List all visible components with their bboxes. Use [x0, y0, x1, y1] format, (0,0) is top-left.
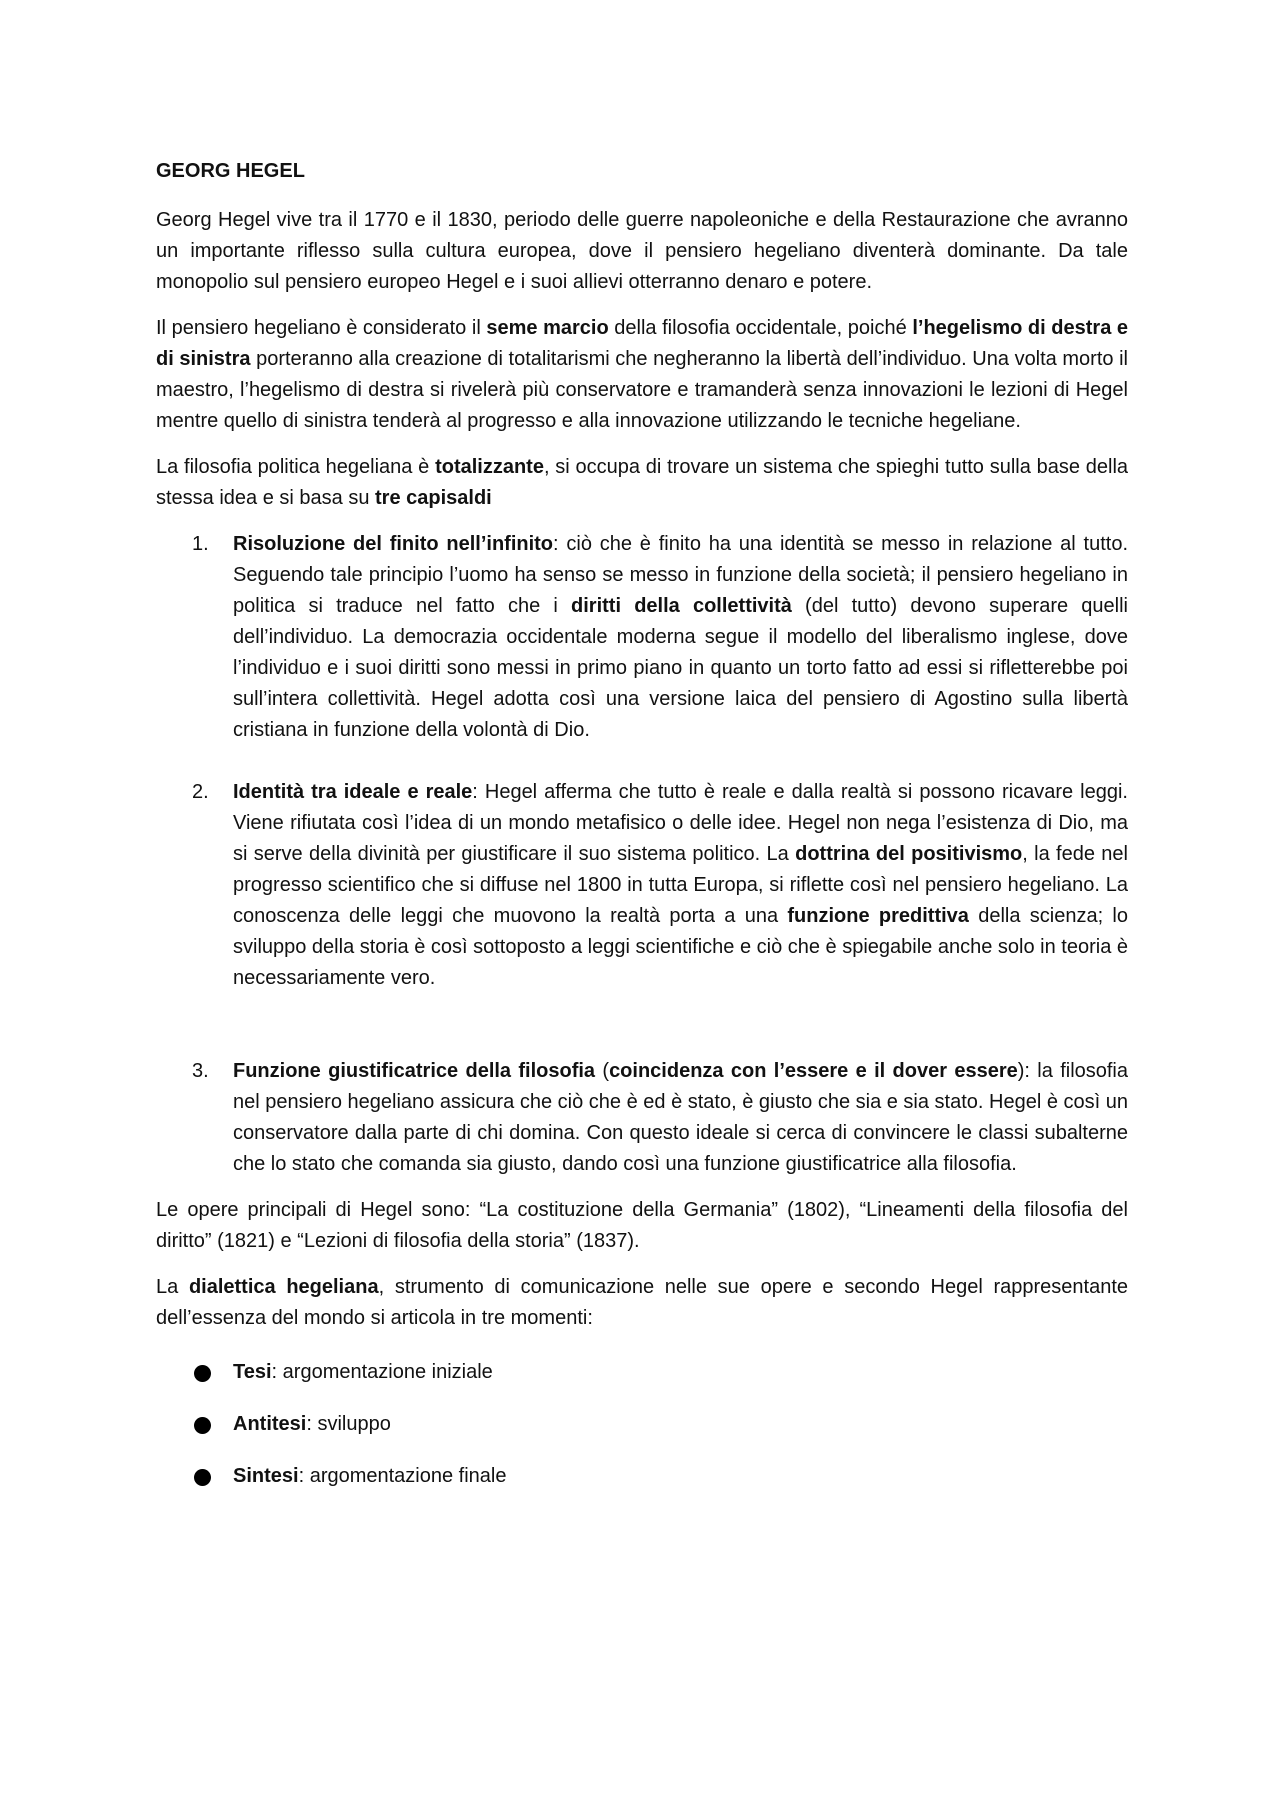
text-run: della filosofia occidentale, poiché — [608, 317, 913, 339]
list-number: 1. — [192, 533, 209, 555]
capisaldi-list — [156, 529, 1128, 1180]
text-run: : argomentazione finale — [298, 1465, 507, 1487]
bullet-icon — [194, 1417, 211, 1434]
bold-text: Risoluzione del finito nell’infinito — [233, 533, 554, 555]
bold-text: Sintesi — [233, 1465, 299, 1487]
paragraph-dialettica — [156, 1272, 1128, 1334]
bold-text: Funzione giustificatrice della filosofia — [233, 1060, 596, 1082]
text-run: La filosofia politica hegeliana è — [156, 456, 436, 478]
text-run: , strumento di comunicazione nelle sue opere e secondo Hegel rappresentante dell’essenza del mondo si articola in tre momenti: — [156, 1276, 1129, 1329]
bold-text: totalizzante — [435, 456, 544, 478]
paragraph-opere — [156, 1195, 1128, 1257]
text-run: (del tutto) devono superare quelli dell’individuo. La democrazia occidentale moderna segue il modello del liberalismo inglese, dove l’individuo e i suoi diritti sono messi in primo piano in quanto un torto fatto ad essi si rifletterebbe poi sull’intera collettività. Hegel adotta così una versione laica del pensiero di Agostino sulla libertà cristiana in funzione della volontà di Dio. — [233, 595, 1128, 741]
bold-text: seme marcio — [486, 317, 609, 339]
bold-text: Identità tra ideale e reale — [233, 781, 473, 803]
list-item-capisaldo-2 — [156, 777, 1128, 994]
document-page — [156, 156, 1128, 1513]
list-item-capisaldo-1 — [156, 529, 1128, 746]
bold-text: diritti della collettività — [571, 595, 792, 617]
list-item-sintesi — [156, 1461, 1128, 1492]
list-item-tesi — [156, 1357, 1128, 1388]
text-run: : sviluppo — [306, 1413, 391, 1435]
text-run: , si occupa di trovare un sistema che spieghi tutto sulla base della stessa idea e si basa su — [156, 456, 1129, 509]
text-run: : argomentazione iniziale — [271, 1361, 493, 1383]
text-run: : ciò che è finito ha una identità se messo in relazione al tutto. Seguendo tale principio l’uomo ha senso se messo in funzione della società; il pensiero hegeliano in politica si traduce nel fatto che i — [233, 533, 1128, 617]
bullet-icon — [194, 1469, 211, 1486]
text-run: La — [156, 1276, 189, 1298]
list-item-capisaldo-3 — [156, 1056, 1128, 1180]
text-run: ( — [595, 1060, 610, 1082]
bold-text: funzione predittiva — [787, 905, 969, 927]
bold-text: tre capisaldi — [375, 487, 492, 509]
bold-text: Antitesi — [233, 1413, 307, 1435]
bold-text: l’hegelismo di destra e di sinistra — [156, 317, 1129, 370]
paragraph-opere-text: Le opere principali di Hegel sono: “La costituzione della Germania” (1802), “Lineamenti della filosofia del diritto” (1821) e “Lezioni di filosofia della storia” (1837). — [156, 1199, 1128, 1252]
text-run: ): la filosofia nel pensiero hegeliano assicura che ciò che è ed è stato, è giusto che sia e sia stato. Hegel è così un conservatore dalla parte di chi domina. Con questo ideale si cerca di convincere le classi subalterne che lo stato che comanda sia giusto, dando così una funzione giustificatrice alla filosofia. — [233, 1060, 1129, 1175]
text-run: : Hegel afferma che tutto è reale e dalla realtà si possono ricavare leggi. Viene rifiutata così l’idea di un mondo metafisico o delle idee. Hegel non nega l’esistenza di Dio, ma si serve della divinità per giustificare il suo sistema politico. La — [233, 781, 1128, 865]
paragraph-intro — [156, 205, 1128, 298]
bold-text: dottrina del positivismo — [795, 843, 1023, 865]
list-number: 3. — [192, 1060, 209, 1082]
text-run: della scienza; lo sviluppo della storia è così sottoposto a leggi scientifiche e ciò che è spiegabile anche solo in teoria è necessariamente vero. — [233, 905, 1128, 989]
paragraph-intro-text: Georg Hegel vive tra il 1770 e il 1830, periodo delle guerre napoleoniche e della Restaurazione che avranno un importante riflesso sulla cultura europea, dove il pensiero hegeliano diventerà dominante. Da tale monopolio sul pensiero europeo Hegel e i suoi allievi otterranno denaro e potere. — [156, 209, 1128, 293]
paragraph-filosofia-politica — [156, 452, 1128, 514]
text-run: , la fede nel progresso scientifico che si diffuse nel 1800 in tutta Europa, si riflette così nel pensiero hegeliano. La conoscenza delle leggi che muovono la realtà porta a una — [233, 843, 1128, 927]
text-run: porteranno alla creazione di totalitarismi che negheranno la libertà dell’individuo. Una volta morto il maestro, l’hegelismo di destra si rivelerà più conservatore e tramanderà senza innovazioni le lezioni di Hegel mentre quello di sinistra tenderà al progresso e alla innovazione utilizzando le tecniche hegeliane. — [156, 348, 1128, 432]
text-run: Il pensiero hegeliano è considerato il — [156, 317, 487, 339]
bold-text: Tesi — [233, 1361, 272, 1383]
bullet-icon — [194, 1365, 211, 1382]
paragraph-seme-marcio — [156, 313, 1128, 437]
bold-text: dialettica hegeliana — [188, 1276, 379, 1298]
list-number: 2. — [192, 781, 209, 803]
bold-text: coincidenza con l’essere e il dover essere — [609, 1060, 1018, 1082]
document-title: GEORG HEGEL — [156, 160, 305, 182]
momenti-list — [156, 1357, 1128, 1492]
list-item-antitesi — [156, 1409, 1128, 1440]
